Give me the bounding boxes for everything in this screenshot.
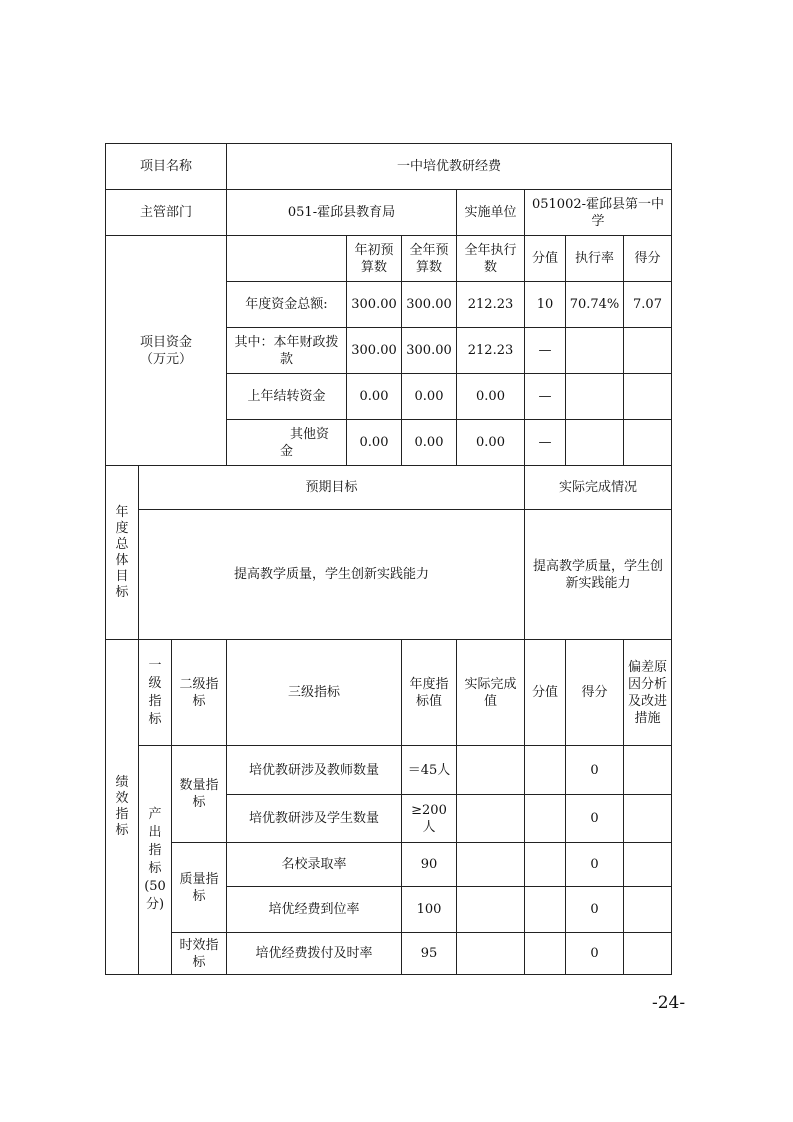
funds-label	[106, 236, 227, 466]
funds-full: 300.00	[402, 282, 457, 328]
indicator-score-value	[525, 746, 566, 795]
funds-score	[624, 374, 672, 420]
indicator-deviation	[624, 795, 672, 843]
indicator-score: 0	[566, 843, 624, 887]
funds-initial: 0.00	[347, 374, 402, 420]
other-funds-line2: 金	[279, 443, 293, 459]
funds-score-value: —	[525, 328, 566, 374]
output-indicator-label-text: 产出指标(50分)	[144, 807, 166, 912]
header-level2: 二级指标	[172, 640, 227, 746]
funds-exec-rate	[566, 328, 624, 374]
indicator-score: 0	[566, 933, 624, 975]
expected-goal-text: 提高教学质量，学生创新实践能力	[139, 510, 525, 640]
indicator-score-value	[525, 933, 566, 975]
header-initial-budget: 年初预算数	[347, 236, 402, 282]
impl-unit-label: 实施单位	[457, 190, 525, 236]
indicator-actual	[457, 933, 525, 975]
header-level1-text: 一级指标	[148, 657, 162, 727]
funds-executed: 212.23	[457, 282, 525, 328]
indicator-score-value	[525, 887, 566, 933]
indicator-target: 90	[402, 843, 457, 887]
header-full-budget: 全年预算数	[402, 236, 457, 282]
dept-value: 051-霍邱县教育局	[227, 190, 457, 236]
header-ind-score-value: 分值	[525, 640, 566, 746]
indicator-score: 0	[566, 746, 624, 795]
perf-indicator-label	[106, 640, 139, 975]
actual-goal-text: 提高教学质量，学生创新实践能力	[525, 510, 672, 640]
header-score: 得分	[624, 236, 672, 282]
header-level3: 三级指标	[227, 640, 402, 746]
funds-score	[624, 328, 672, 374]
indicator-score: 0	[566, 887, 624, 933]
header-score-value: 分值	[525, 236, 566, 282]
funds-full: 0.00	[402, 420, 457, 466]
indicator-row	[106, 746, 672, 795]
funds-exec-rate: 70.74%	[566, 282, 624, 328]
project-name-label: 项目名称	[106, 144, 227, 190]
funds-score	[624, 420, 672, 466]
indicator-name: 培优经费拨付及时率	[227, 933, 402, 975]
indicator-name: 培优经费到位率	[227, 887, 402, 933]
indicator-actual	[457, 887, 525, 933]
indicator-row	[106, 843, 672, 887]
header-annual-value: 年度指标值	[402, 640, 457, 746]
funds-initial: 0.00	[347, 420, 402, 466]
annual-goal-label-text: 年度总体目标	[115, 504, 129, 600]
header-deviation: 偏差原因分析及改进措施	[624, 640, 672, 746]
indicator-target: 95	[402, 933, 457, 975]
funds-row-label: 上年结转资金	[227, 374, 347, 420]
indicator-target: ≥200人	[402, 795, 457, 843]
funds-row-label: 其中：本年财政拨款	[227, 328, 347, 374]
funds-score-value: 10	[525, 282, 566, 328]
header-executed: 全年执行数	[457, 236, 525, 282]
project-name-value: 一中培优教研经费	[227, 144, 672, 190]
indicator-score-value	[525, 843, 566, 887]
indicator-name: 培优教研涉及教师数量	[227, 746, 402, 795]
indicator-deviation	[624, 933, 672, 975]
funds-full: 300.00	[402, 328, 457, 374]
indicator-score: 0	[566, 795, 624, 843]
funds-exec-rate	[566, 374, 624, 420]
funds-initial: 300.00	[347, 328, 402, 374]
header-exec-rate: 执行率	[566, 236, 624, 282]
header-level1	[139, 640, 172, 746]
page-number: -24-	[652, 993, 686, 1013]
funds-row-label-other	[227, 420, 347, 466]
indicator-score-value	[525, 795, 566, 843]
indicator-target: ＝45人	[402, 746, 457, 795]
time-indicator-label: 时效指标	[172, 933, 227, 975]
expected-goal-header: 预期目标	[139, 466, 525, 510]
funds-score-value: —	[525, 420, 566, 466]
funds-header-blank	[227, 236, 347, 282]
indicator-target: 100	[402, 887, 457, 933]
funds-score: 7.07	[624, 282, 672, 328]
indicator-name: 名校录取率	[227, 843, 402, 887]
indicator-actual	[457, 795, 525, 843]
funds-executed: 0.00	[457, 420, 525, 466]
quantity-indicator-label: 数量指标	[172, 746, 227, 843]
funds-executed: 0.00	[457, 374, 525, 420]
quality-indicator-label: 质量指标	[172, 843, 227, 933]
funds-row-label: 年度资金总额:	[227, 282, 347, 328]
header-actual-value: 实际完成值	[457, 640, 525, 746]
funds-full: 0.00	[402, 374, 457, 420]
output-indicator-label	[139, 746, 172, 975]
funds-score-value: —	[525, 374, 566, 420]
funds-initial: 300.00	[347, 282, 402, 328]
actual-goal-header: 实际完成情况	[525, 466, 672, 510]
indicator-deviation	[624, 746, 672, 795]
indicator-deviation	[624, 887, 672, 933]
other-funds-line1: 其他资	[289, 426, 329, 442]
annual-goal-label	[106, 466, 139, 640]
funds-exec-rate	[566, 420, 624, 466]
impl-unit-value: 051002-霍邱县第一中学	[525, 190, 672, 236]
perf-indicator-label-text: 绩效指标	[115, 775, 129, 838]
funds-label-text: 项目资金（万元）	[139, 334, 192, 367]
indicator-name: 培优教研涉及学生数量	[227, 795, 402, 843]
indicator-actual	[457, 746, 525, 795]
dept-label: 主管部门	[106, 190, 227, 236]
indicator-deviation	[624, 843, 672, 887]
indicator-actual	[457, 843, 525, 887]
funds-executed: 212.23	[457, 328, 525, 374]
indicator-row	[106, 933, 672, 975]
performance-table	[105, 143, 672, 975]
header-ind-score: 得分	[566, 640, 624, 746]
